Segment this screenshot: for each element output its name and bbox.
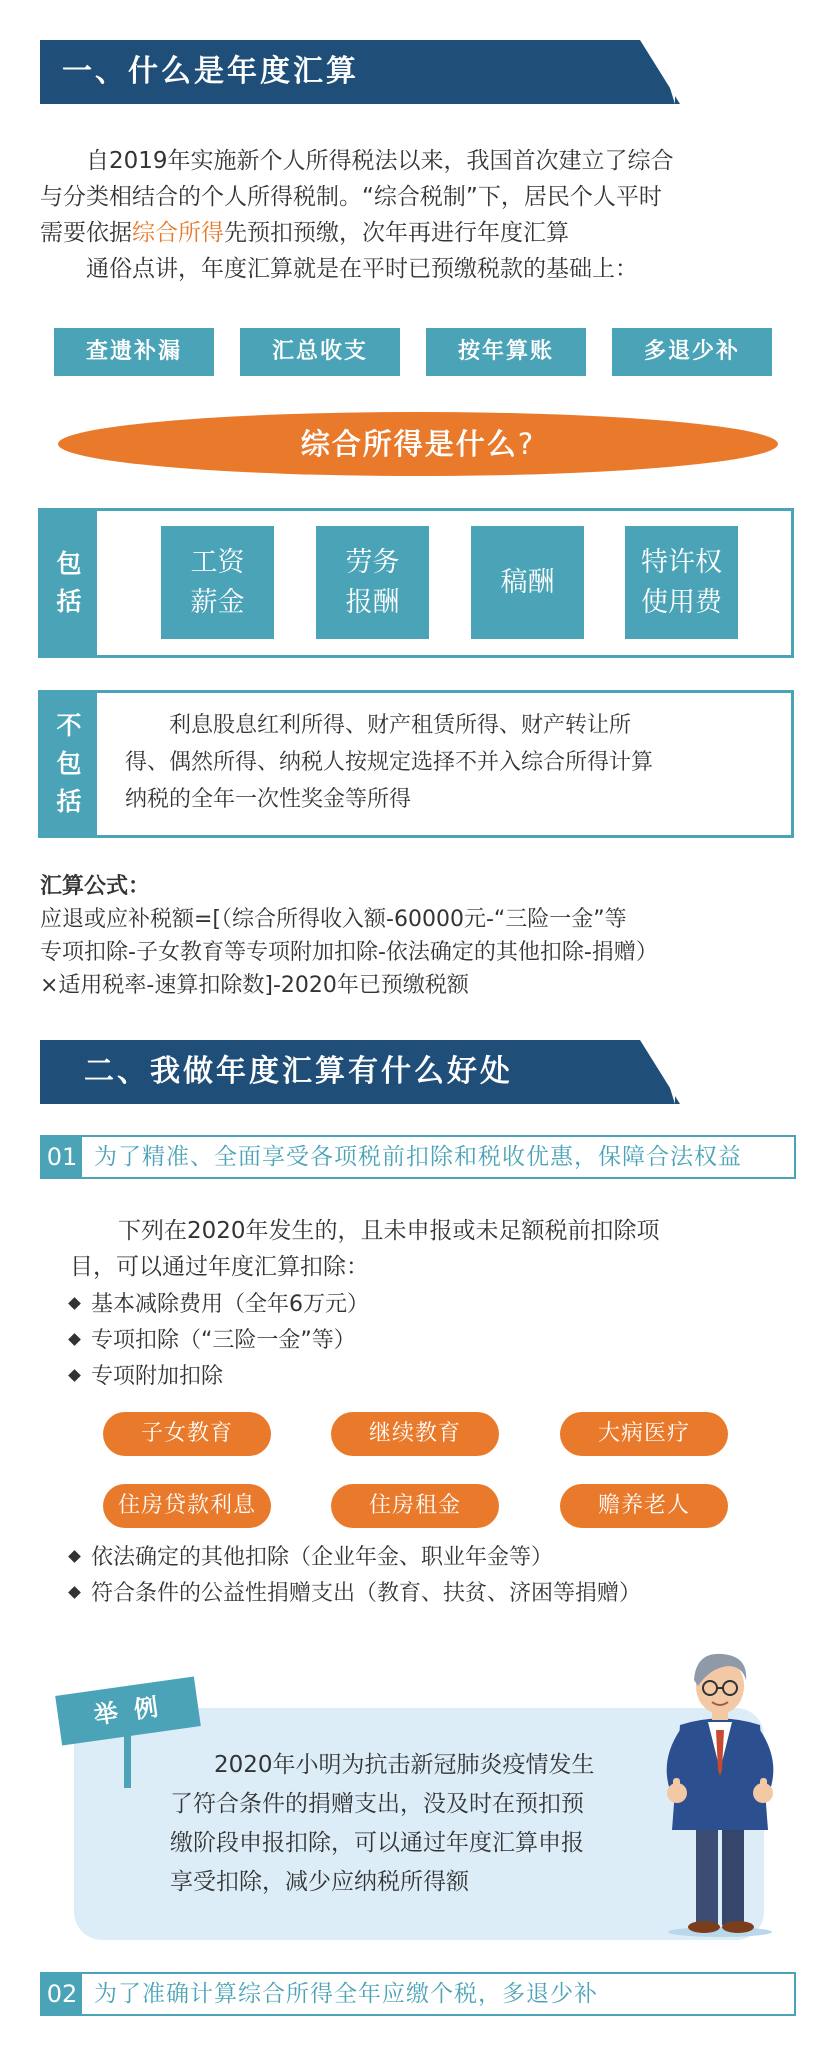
intro-line-3: 需要依据综合所得先预扣预缴，次年再进行年度汇算 xyxy=(40,220,569,246)
deduction-intro: 下列在2020年发生的，且未申报或未足额税前扣除项 目，可以通过年度汇算扣除： xyxy=(70,1218,660,1280)
tag-huizong-shouzhi: 汇总收支 xyxy=(240,328,400,376)
section1-header xyxy=(40,40,680,104)
question-mark: ? xyxy=(517,427,536,461)
example-tag xyxy=(58,1676,208,1786)
question-banner xyxy=(58,412,778,476)
bullets-bottom xyxy=(70,1540,641,1612)
tag-annian-suanzhang: 按年算账 xyxy=(426,328,586,376)
businessman-illustration xyxy=(650,1650,790,1940)
benefit-01-text: 为了精准、全面享受各项税前扣除和税收优惠，保障合法权益 xyxy=(94,1144,742,1170)
bullet-special-deduction: 专项扣除（“三险一金”等） xyxy=(70,1323,369,1359)
include-item-wages: 工资薪金 xyxy=(161,526,274,639)
intro-line-1: 自2019年实施新个人所得税法以来，我国首次建立了综合 xyxy=(86,148,674,174)
tag-chayi-bulou: 查遗补漏 xyxy=(54,328,214,376)
pill-continuing-education: 继续教育 xyxy=(331,1412,499,1456)
section2-header xyxy=(40,1040,680,1104)
example-tag-label: 举 例 xyxy=(55,1677,201,1746)
exclude-box xyxy=(38,690,794,838)
exclude-text: 利息股息红利所得、财产租赁所得、财产转让所 得、偶然所得、纳税人按规定选择不并入综合所得计算 纳税的全年一次性奖金等所得 xyxy=(125,713,654,812)
formula-line-2: 专项扣除-子女教育等专项附加扣除-依法确定的其他扣除-捐赠） xyxy=(40,940,658,965)
question-title: 综合所得是什么 xyxy=(300,427,518,461)
intro-paragraph xyxy=(40,143,800,287)
include-item-royalty-writing: 稿酬 xyxy=(471,526,584,639)
bullets-top xyxy=(70,1287,369,1395)
formula-title: 汇算公式： xyxy=(40,874,151,899)
include-item-franchise: 特许权使用费 xyxy=(625,526,738,639)
benefit-01-number: 01 xyxy=(42,1137,82,1177)
include-box xyxy=(38,508,794,658)
bullet-basic-deduction: 基本减除费用（全年6万元） xyxy=(70,1287,369,1323)
bullet-other-deduction: 依法确定的其他扣除（企业年金、职业年金等） xyxy=(70,1540,641,1576)
include-item-labor: 劳务报酬 xyxy=(316,526,429,639)
benefit-01-bar xyxy=(40,1135,796,1179)
pill-mortgage-interest: 住房贷款利息 xyxy=(103,1484,271,1528)
benefit-02-bar xyxy=(40,1972,796,2016)
benefit-02-number: 02 xyxy=(42,1974,82,2014)
benefit-02-text: 为了准确计算综合所得全年应缴个税，多退少补 xyxy=(94,1981,598,2007)
formula-line-1: 应退或应补税额=[（综合所得收入额-60000元-“三险一金”等 xyxy=(40,907,627,932)
example-text: 2020年小明为抗击新冠肺炎疫情发生 了符合条件的捐赠支出，没及时在预扣预 缴阶段申报扣除，可以通过年度汇算申报 享受扣除，减少应纳税所得额 xyxy=(170,1752,595,1895)
bullet-charity-donation: 符合条件的公益性捐赠支出（教育、扶贫、济困等捐赠） xyxy=(70,1576,641,1612)
formula-line-3: ×适用税率-速算扣除数]-2020年已预缴税额 xyxy=(40,973,469,998)
pill-elderly-support: 赡养老人 xyxy=(560,1484,728,1528)
include-label: 包括 xyxy=(41,511,97,655)
intro-line-2: 与分类相结合的个人所得税制。“综合税制”下，居民个人平时 xyxy=(40,184,662,210)
tag-duotui-shaobu: 多退少补 xyxy=(612,328,772,376)
pill-serious-illness: 大病医疗 xyxy=(560,1412,728,1456)
formula-block xyxy=(40,870,800,1002)
pill-child-education: 子女教育 xyxy=(103,1412,271,1456)
exclude-label: 不包括 xyxy=(41,693,97,835)
section2-title: 二、我做年度汇算有什么好处 xyxy=(84,1054,513,1089)
highlight-zonghe-suode: 综合所得 xyxy=(132,220,224,246)
section1-title: 一、什么是年度汇算 xyxy=(62,54,359,89)
intro-line-4: 通俗点讲，年度汇算就是在平时已预缴税款的基础上： xyxy=(86,256,638,282)
pill-housing-rent: 住房租金 xyxy=(331,1484,499,1528)
bullet-special-additional: 专项附加扣除 xyxy=(70,1359,369,1395)
